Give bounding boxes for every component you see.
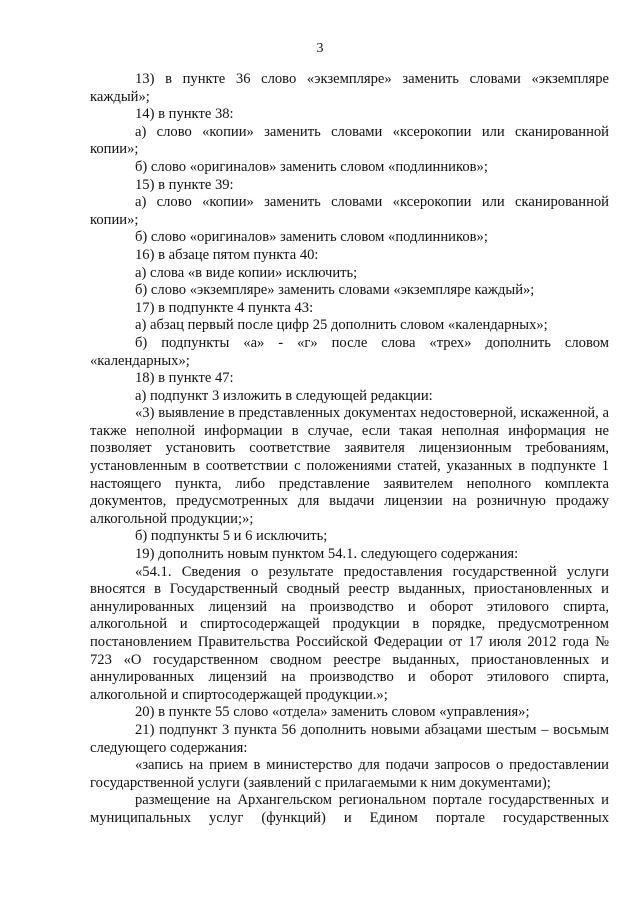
paragraph-19: 19) дополнить новым пунктом 54.1. следующего содержания: (135, 546, 519, 563)
paragraph-20: 20) в пункте 55 слово «отдела» заменить словом «управления»; (135, 704, 530, 721)
paragraph-18b: б) подпункты 5 и 6 исключить; (135, 528, 328, 545)
paragraph-17: 17) в подпункте 4 пункта 43: (135, 299, 314, 316)
paragraph-15a: а) слово «копии» заменить словами «ксерокопии или сканированной копии»; (90, 194, 609, 228)
paragraph-14b: б) слово «оригиналов» заменить словом «подлинников»; (135, 158, 488, 175)
document-body (90, 71, 609, 828)
paragraph-15b: б) слово «оригиналов» заменить словом «подлинников»; (135, 229, 488, 246)
paragraph-16: 16) в абзаце пятом пункта 40: (135, 246, 319, 263)
paragraph-18: 18) в пункте 47: (135, 370, 234, 387)
paragraph-18a-text: «3) выявление в представленных документах недостоверной, искаженной, а также неполной информации в случае, если такая неполная информация не позволяет установить соответствие заявителя лицензионным требованиям, установленным в соответствии с положениями статей, указанных в подпункте 1 настоящего пункта, либо представление заявителем неполного комплекта документов, предусмотренных для выдачи лицензии на розничную продажу алкогольной продукции;»; (90, 405, 609, 527)
page-number: 3 (316, 41, 324, 56)
paragraph-16a: а) слова «в виде копии» исключить; (135, 264, 358, 281)
paragraph-14a: а) слово «копии» заменить словами «ксерокопии или сканированной копии»; (90, 123, 609, 158)
paragraph-21: 21) подпункт 3 пункта 56 дополнить новыми абзацами шестым – восьмым следующего содержания: (90, 721, 609, 756)
paragraph-21-item-2: размещение на Архангельском региональном портале государственных и муниципальных услуг (функций) и Едином портале государственных (90, 792, 609, 826)
paragraph-21-item-1: «запись на прием в министерство для подачи запросов о предоставлении государственной услуги (заявлений с прилагаемыми к ним документами); (90, 757, 609, 791)
paragraph-13: 13) в пункте 36 слово «экземпляре» заменить словами «экземпляре каждый»; (90, 71, 609, 105)
paragraph-17b: б) подпункты «а» - «г» после слова «трех» дополнить словом «календарных»; (90, 334, 609, 369)
paragraph-14: 14) в пункте 38: (135, 106, 234, 123)
paragraph-15: 15) в пункте 39: (135, 176, 234, 193)
paragraph-18a: а) подпункт 3 изложить в следующей редакции: (135, 387, 433, 404)
paragraph-17a: а) абзац первый после цифр 25 дополнить словом «календарных»; (135, 317, 548, 334)
paragraph-16b: б) слово «экземпляре» заменить словами «экземпляре каждый»; (135, 282, 535, 299)
paragraph-19-text: «54.1. Сведения о результате предоставления государственной услуги вносятся в Государственный сводный реестр выданных, приостановленных и аннулированных лицензий на производство и оборот этилового спирта, алкогольной и спиртосодержащей продукции в порядке, предусмотренном постановлением Правительства Российской Федерации от 17 июля 2012 года № 723 «О государственном сводном реестре выданных, приостановленных и аннулированных лицензий на производство и оборот этилового спирта, алкогольной и спиртосодержащей продукции.»; (90, 563, 609, 703)
